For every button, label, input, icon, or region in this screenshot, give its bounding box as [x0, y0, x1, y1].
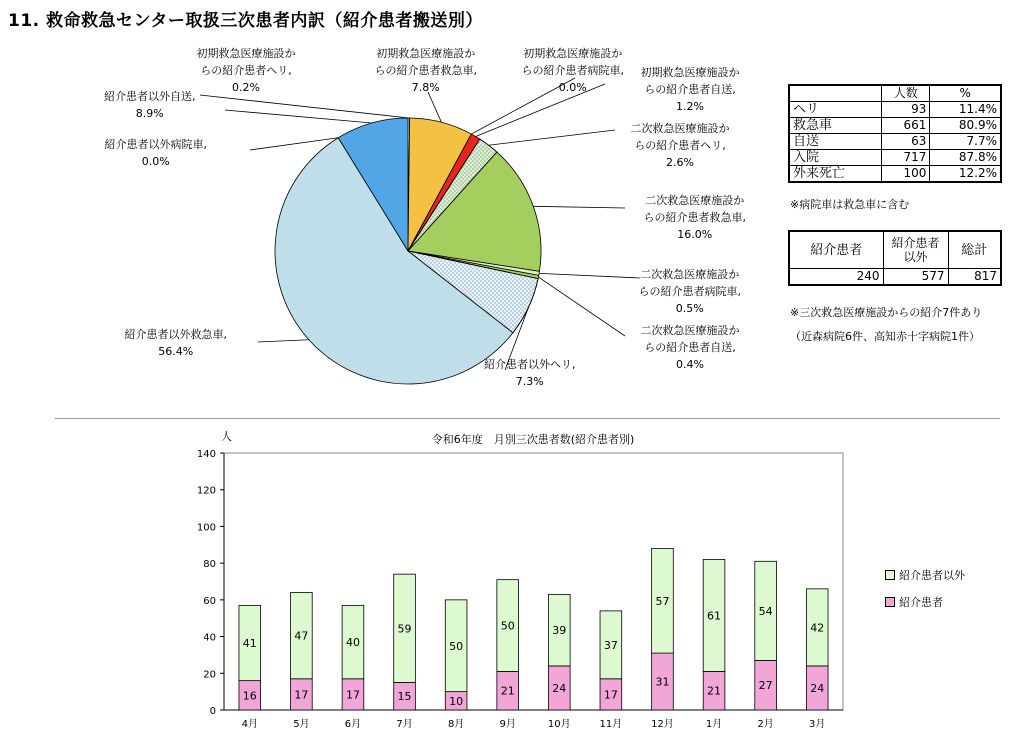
referral-note: ※三次救急医療施設からの紹介7件あり: [790, 306, 983, 319]
legend-label: 紹介患者以外: [899, 568, 965, 582]
x-tick-label: 3月: [809, 719, 826, 730]
stats-cell: 80.9%: [930, 118, 1001, 134]
pie-slice-label: 初期救急医療施設か らの紹介患者ヘリ, 0.2%: [196, 47, 296, 94]
pie-slice-label: 初期救急医療施設か らの紹介患者自送, 1.2%: [640, 66, 740, 113]
y-tick-label: 20: [203, 669, 216, 681]
bar-data-label: 21: [500, 684, 515, 698]
y-tick-label: 80: [203, 559, 216, 571]
bar-data-label: 27: [758, 679, 773, 693]
stats-cell: 93: [882, 102, 930, 118]
pie-slice-label: 初期救急医療施設か らの紹介患者救急車, 7.8%: [374, 47, 477, 94]
stats-cell: 717: [882, 150, 930, 166]
x-tick-label: 6月: [344, 719, 362, 730]
bar-data-label: 54: [758, 604, 773, 618]
stats-cell: 87.8%: [930, 150, 1001, 166]
bar-data-label: 24: [552, 681, 567, 695]
bar-data-label: 17: [294, 688, 309, 702]
bar-data-label: 37: [603, 638, 618, 652]
bar-data-label: 39: [552, 624, 567, 638]
bar-data-label: 42: [810, 621, 825, 635]
legend-swatch: [885, 597, 895, 607]
y-tick-label: 40: [203, 632, 216, 644]
bar-data-label: 15: [397, 690, 412, 704]
bar-data-label: 24: [810, 681, 825, 695]
x-tick-label: 8月: [447, 719, 465, 730]
summary-header-cell: 総計: [948, 231, 1001, 269]
stats-cell: 63: [882, 134, 930, 150]
stats-cell: 661: [882, 118, 930, 134]
bar-legend: [885, 566, 965, 620]
bar-data-label: 50: [449, 639, 464, 653]
y-tick-label: 0: [209, 706, 216, 717]
pie-slice-label: 二次救急医療施設か らの紹介患者救急車, 16.0%: [643, 194, 746, 241]
bar-data-label: 47: [294, 629, 309, 643]
stats-cell: 11.4%: [930, 102, 1001, 118]
stats-cell: 7.7%: [930, 134, 1001, 150]
bar-data-label: 31: [655, 675, 670, 689]
y-tick-label: 60: [203, 595, 216, 607]
legend-item: [885, 593, 965, 610]
stats-cell: 12.2%: [930, 166, 1001, 183]
pie-slice-label: 二次救急医療施設か らの紹介患者ヘリ, 2.6%: [630, 122, 730, 169]
bar-data-label: 16: [242, 689, 257, 703]
stats-row-label: 救急車: [789, 118, 882, 134]
x-tick-label: 11月: [599, 719, 623, 730]
pie-slice-label: 二次救急医療施設か らの紹介患者病院車, 0.5%: [638, 268, 741, 315]
pie-slice-label: 紹介患者以外救急車, 56.4%: [124, 328, 227, 358]
summary-cell: 577: [883, 269, 948, 286]
y-axis-label: 人: [221, 430, 232, 443]
legend-swatch: [885, 570, 895, 580]
pie-slice-label: 紹介患者以外ヘリ, 7.3%: [484, 358, 576, 388]
summary-cell: 817: [948, 269, 1001, 286]
bar-data-label: 50: [500, 619, 515, 633]
summary-header-cell: 紹介患者: [789, 231, 883, 269]
stats-cell: 100: [882, 166, 930, 183]
x-tick-label: 12月: [651, 719, 674, 730]
y-tick-label: 140: [196, 449, 216, 460]
y-tick-label: 100: [196, 522, 216, 534]
page-title: 11. 救命救急センター取扱三次患者内訳（紹介患者搬送別）: [8, 11, 483, 31]
pie-slice-label: 二次救急医療施設か らの紹介患者自送, 0.4%: [640, 324, 740, 371]
stats-header-cell: %: [930, 85, 1001, 102]
stats-row-label: 外来死亡: [789, 166, 882, 183]
bar-data-label: 40: [345, 636, 360, 650]
pie-slice-label: 紹介患者以外病院車, 0.0%: [104, 138, 207, 168]
legend-item: [885, 566, 965, 583]
referral-note-detail: （近森病院6件、高知赤十字病院1件）: [790, 330, 980, 343]
legend-label: 紹介患者: [899, 595, 943, 609]
stats-row-label: 入院: [789, 150, 882, 166]
bar-data-label: 61: [707, 609, 722, 623]
bar-data-label: 17: [603, 688, 618, 702]
summary-header-cell: 紹介患者以外: [883, 231, 948, 269]
plot-area: [224, 453, 843, 710]
bar-data-label: 10: [449, 694, 464, 708]
stats-row-label: 自送: [789, 134, 882, 150]
bar-data-label: 59: [397, 622, 412, 636]
bar-data-label: 41: [242, 636, 257, 650]
pie-slice-label: 紹介患者以外自送, 8.9%: [104, 90, 196, 120]
bar-chart-title: 令和6年度 月別三次患者数(紹介患者別): [431, 433, 635, 446]
x-tick-label: 1月: [705, 719, 723, 730]
x-tick-label: 2月: [757, 719, 774, 730]
x-tick-label: 10月: [547, 719, 571, 730]
bar-data-label: 17: [345, 688, 360, 702]
x-tick-label: 9月: [499, 719, 516, 730]
stats-note: ※病院車は救急車に含む: [790, 198, 910, 211]
stats-header-cell: 人数: [882, 85, 930, 102]
bar-data-label: 21: [707, 684, 722, 698]
stats-row-label: ヘリ: [789, 102, 882, 118]
bar-data-label: 57: [655, 594, 670, 608]
x-tick-label: 7月: [396, 719, 413, 730]
x-tick-label: 4月: [241, 719, 258, 730]
pie-slice-label: 初期救急医療施設か らの紹介患者病院車, 0.0%: [521, 47, 624, 94]
x-tick-label: 5月: [293, 719, 310, 730]
summary-cell: 240: [789, 269, 883, 286]
y-tick-label: 120: [196, 485, 216, 497]
